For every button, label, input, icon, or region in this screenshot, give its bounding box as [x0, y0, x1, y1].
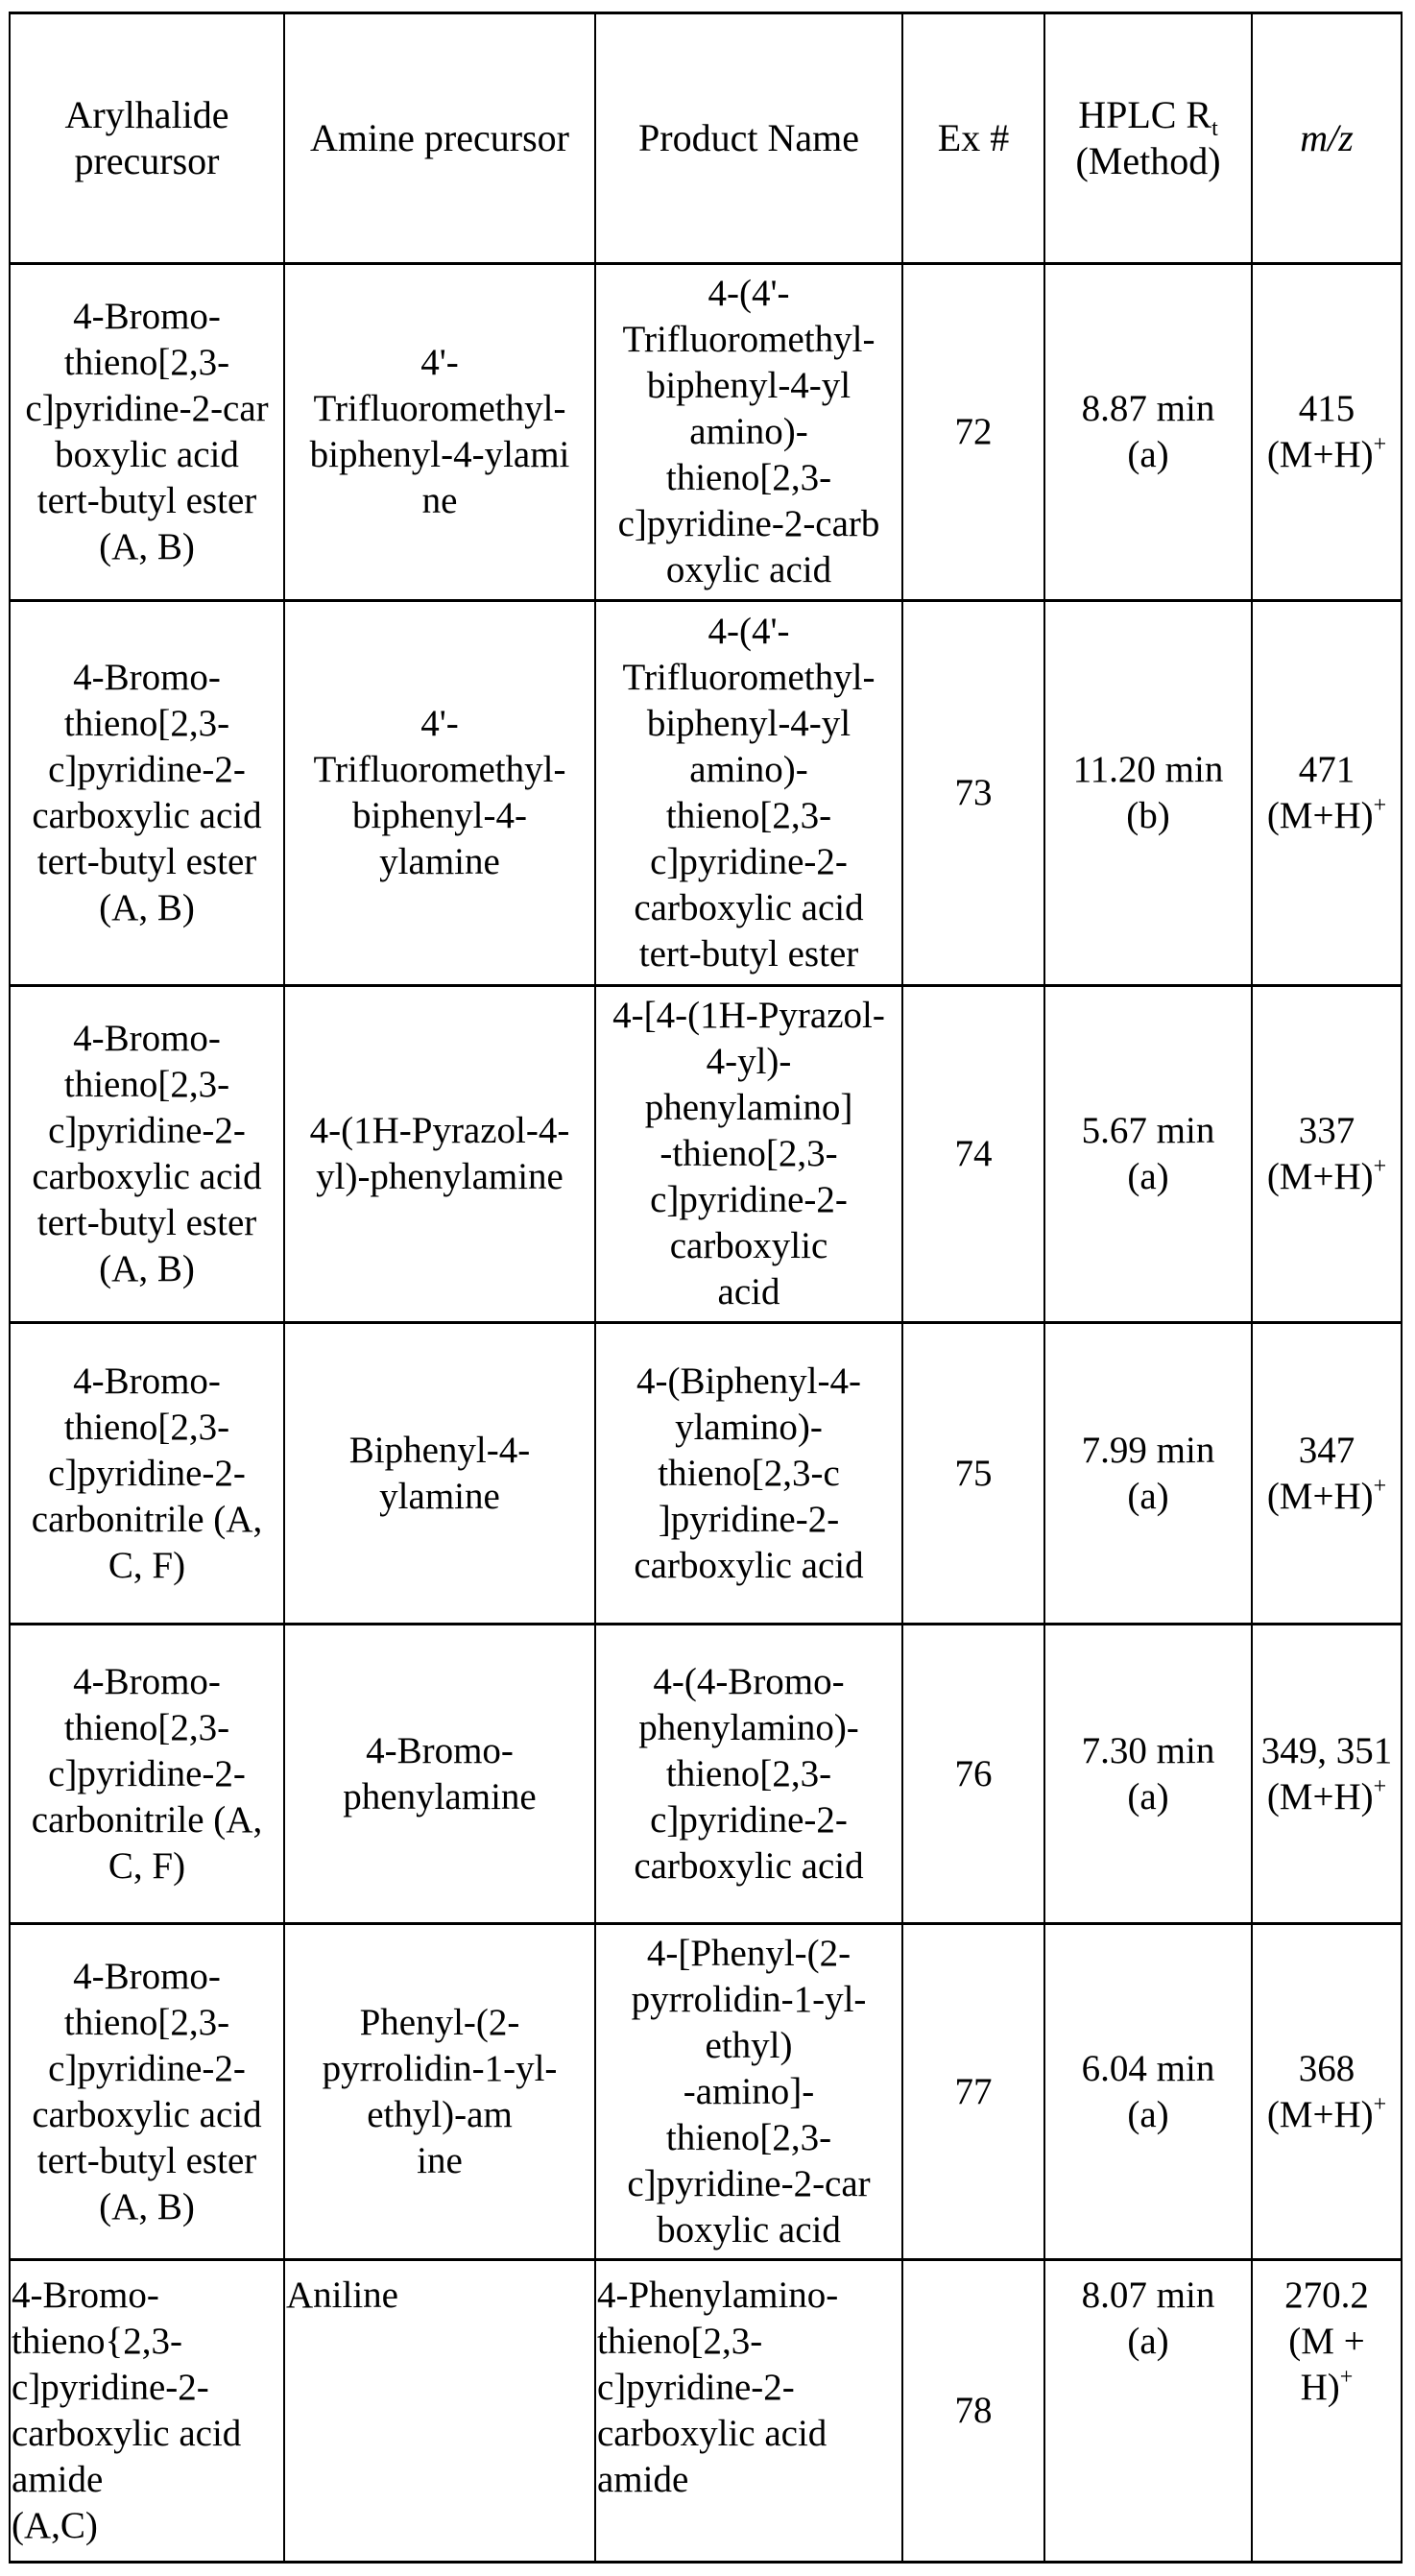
cell-product: 4-(4-Bromo- phenylamino)- thieno[2,3- c]pyridine-2- carboxylic acid: [595, 1625, 902, 1924]
cell-example-number: 73: [902, 601, 1044, 986]
cell-arylhalide: 4-Bromo- thieno[2,3- c]pyridine-2- carboxylic acid tert-butyl ester (A, B): [10, 1924, 284, 2260]
mz-ion: (M+H): [1266, 2093, 1374, 2135]
cell-example-number: 72: [902, 264, 1044, 601]
cell-mz: [1252, 2260, 1402, 2563]
cell-mz: [1252, 264, 1402, 601]
cell-mz: [1252, 986, 1402, 1323]
mz-charge: +: [1373, 793, 1387, 818]
mz-value: 337: [1298, 1110, 1355, 1151]
cell-product: 4-[4-(1H-Pyrazol- 4-yl)- phenylamino] -thieno[2,3- c]pyridine-2- carboxylic acid: [595, 986, 902, 1323]
mz-ion: (M+H): [1266, 795, 1374, 836]
cell-amine: 4-Bromo- phenylamine: [284, 1625, 595, 1924]
table-row: [10, 264, 1402, 601]
cell-hplc: 7.99 min (a): [1044, 1323, 1252, 1625]
mz-value: 349, 351: [1260, 1729, 1393, 1771]
header-example-number: Ex #: [902, 13, 1044, 264]
cell-amine: 4'- Trifluoromethyl- biphenyl-4-ylami ne: [284, 264, 595, 601]
cell-mz: [1252, 1924, 1402, 2260]
cell-arylhalide: 4-Bromo- thieno[2,3- c]pyridine-2-car boxylic acid tert-butyl ester (A, B): [10, 264, 284, 601]
mz-ion: H): [1300, 2367, 1340, 2408]
table-row: [10, 1924, 1402, 2260]
cell-arylhalide: 4-Bromo- thieno[2,3- c]pyridine-2- carbonitrile (A, C, F): [10, 1323, 284, 1625]
mz-charge: +: [1373, 1773, 1387, 1799]
mz-value: 347: [1298, 1429, 1355, 1471]
compound-data-table: [9, 12, 1403, 2564]
header-amine-precursor: Amine precursor: [284, 13, 595, 264]
cell-hplc: 11.20 min (b): [1044, 601, 1252, 986]
cell-product: 4-(4'- Trifluoromethyl- biphenyl-4-yl amino)- thieno[2,3- c]pyridine-2- carboxylic acid tert-butyl ester: [595, 601, 902, 986]
table-row: [10, 601, 1402, 986]
table-row: [10, 986, 1402, 1323]
mz-charge: +: [1373, 2091, 1387, 2117]
cell-hplc: 6.04 min (a): [1044, 1924, 1252, 2260]
header-hplc-rt: [1044, 13, 1252, 264]
cell-amine: Biphenyl-4- ylamine: [284, 1323, 595, 1625]
header-arylhalide-precursor: Arylhalide precursor: [10, 13, 284, 264]
cell-hplc: 8.87 min (a): [1044, 264, 1252, 601]
cell-product: 4-[Phenyl-(2- pyrrolidin-1-yl- ethyl) -amino]- thieno[2,3- c]pyridine-2-car boxylic acid: [595, 1924, 902, 2260]
mz-ion: (M+H): [1266, 1775, 1374, 1818]
cell-arylhalide: 4-Bromo- thieno[2,3- c]pyridine-2- carbonitrile (A, C, F): [10, 1625, 284, 1924]
cell-mz: [1252, 601, 1402, 986]
hplc-subscript: t: [1211, 116, 1218, 141]
cell-mz: [1252, 1323, 1402, 1625]
cell-amine: 4'- Trifluoromethyl- biphenyl-4- ylamine: [284, 601, 595, 986]
table-row: [10, 1625, 1402, 1924]
mz-value: 471: [1298, 749, 1355, 790]
cell-product: 4-Phenylamino- thieno[2,3- c]pyridine-2- carboxylic acid amide: [595, 2260, 902, 2563]
cell-product: 4-(4'- Trifluoromethyl- biphenyl-4-yl amino)- thieno[2,3- c]pyridine-2-carb oxylic acid: [595, 264, 902, 601]
table-row: [10, 1323, 1402, 1625]
mz-charge: +: [1339, 2365, 1354, 2390]
cell-arylhalide: 4-Bromo- thieno[2,3- c]pyridine-2- carboxylic acid tert-butyl ester (A, B): [10, 601, 284, 986]
mz-charge: +: [1373, 432, 1387, 457]
cell-mz: [1252, 1625, 1402, 1924]
mz-ion: (M+H): [1266, 434, 1374, 475]
table-row: [10, 2260, 1402, 2563]
mz-value: 368: [1298, 2047, 1355, 2089]
cell-amine: Aniline: [284, 2260, 595, 2563]
cell-example-number: 76: [902, 1625, 1044, 1924]
cell-example-number: 75: [902, 1323, 1044, 1625]
header-row: [10, 13, 1402, 264]
cell-hplc: 5.67 min (a): [1044, 986, 1252, 1323]
hplc-method-label: (Method): [1075, 139, 1221, 182]
mz-ion: (M+H): [1266, 1475, 1374, 1517]
mz-value: 415: [1298, 388, 1355, 429]
mz-charge: +: [1373, 1473, 1387, 1499]
cell-arylhalide: 4-Bromo- thieno{2,3- c]pyridine-2- carboxylic acid amide (A,C): [10, 2260, 284, 2563]
cell-amine: 4-(1H-Pyrazol-4- yl)-phenylamine: [284, 986, 595, 1323]
cell-product: 4-(Biphenyl-4- ylamino)- thieno[2,3-c ]pyridine-2- carboxylic acid: [595, 1323, 902, 1625]
cell-hplc: 8.07 min (a): [1044, 2260, 1252, 2563]
mz-ion: (M+H): [1266, 1156, 1374, 1197]
cell-amine: Phenyl-(2- pyrrolidin-1-yl- ethyl)-am ine: [284, 1924, 595, 2260]
cell-hplc: 7.30 min (a): [1044, 1625, 1252, 1924]
cell-example-number: 78: [902, 2260, 1044, 2563]
cell-example-number: 77: [902, 1924, 1044, 2260]
mz-value: 270.2 (M +: [1284, 2275, 1369, 2362]
hplc-label: HPLC R: [1078, 93, 1212, 136]
header-mz: m/z: [1252, 13, 1402, 264]
mz-charge: +: [1373, 1154, 1387, 1179]
cell-arylhalide: 4-Bromo- thieno[2,3- c]pyridine-2- carboxylic acid tert-butyl ester (A, B): [10, 986, 284, 1323]
header-product-name: Product Name: [595, 13, 902, 264]
cell-example-number: 74: [902, 986, 1044, 1323]
